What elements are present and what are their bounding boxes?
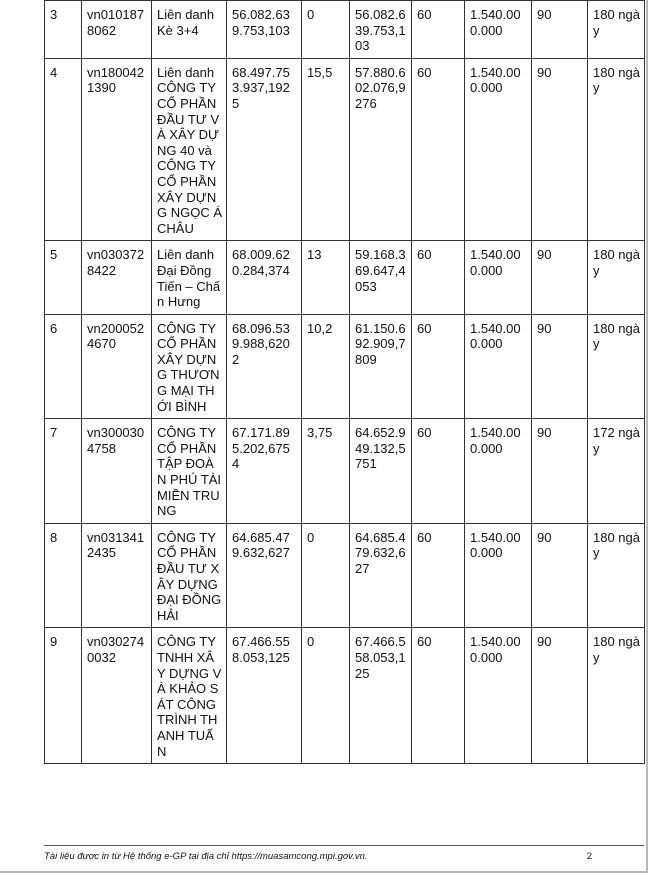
bidder-code: vn1800421390 bbox=[82, 58, 152, 241]
guarantee-amount: 1.540.000.000 bbox=[465, 58, 532, 241]
validity-days: 60 bbox=[412, 314, 465, 419]
final-price: 61.150.692.909,7809 bbox=[350, 314, 412, 419]
bid-price: 56.082.639.753,103 bbox=[227, 1, 302, 59]
guarantee-days: 90 bbox=[532, 1, 588, 59]
bidder-code: vn0101878062 bbox=[82, 1, 152, 59]
final-price: 59.168.369.647,4053 bbox=[350, 241, 412, 314]
guarantee-days: 90 bbox=[532, 314, 588, 419]
validity-days: 60 bbox=[412, 523, 465, 628]
bid-price: 64.685.479.632,627 bbox=[227, 523, 302, 628]
execution-duration: 180 ngày bbox=[588, 1, 645, 59]
execution-duration: 180 ngày bbox=[588, 241, 645, 314]
bidder-table bbox=[44, 0, 645, 764]
guarantee-days: 90 bbox=[532, 58, 588, 241]
discount-rate: 10,2 bbox=[302, 314, 350, 419]
validity-days: 60 bbox=[412, 1, 465, 59]
guarantee-amount: 1.540.000.000 bbox=[465, 523, 532, 628]
execution-duration: 180 ngày bbox=[588, 628, 645, 764]
guarantee-amount: 1.540.000.000 bbox=[465, 241, 532, 314]
bidder-name: CÔNG TY CỔ PHẦN TẬP ĐOÀN PHÚ TÀI MIỀN TRUNG bbox=[152, 419, 227, 524]
bidder-name: Liên danh Kè 3+4 bbox=[152, 1, 227, 59]
bidder-code: vn0302740032 bbox=[82, 628, 152, 764]
bid-price: 68.497.753.937,1925 bbox=[227, 58, 302, 241]
page-footer bbox=[44, 845, 644, 862]
table-row bbox=[45, 1, 645, 59]
discount-rate: 13 bbox=[302, 241, 350, 314]
final-price: 56.082.639.753,103 bbox=[350, 1, 412, 59]
table-row bbox=[45, 419, 645, 524]
page-number: 2 bbox=[586, 851, 592, 862]
bid-price: 67.171.895.202,6754 bbox=[227, 419, 302, 524]
discount-rate: 0 bbox=[302, 628, 350, 764]
execution-duration: 180 ngày bbox=[588, 523, 645, 628]
final-price: 67.466.558.053,125 bbox=[350, 628, 412, 764]
bidder-name: Liên danh CÔNG TY CỔ PHẦN ĐẦU TƯ VÀ XÂY DỰNG 40 và CÔNG TY CỔ PHẦN XÂY DỰNG NGỌC Á CHÂU bbox=[152, 58, 227, 241]
bidder-code: vn2000524670 bbox=[82, 314, 152, 419]
row-number: 5 bbox=[45, 241, 82, 314]
table-row bbox=[45, 58, 645, 241]
discount-rate: 3,75 bbox=[302, 419, 350, 524]
bidder-code: vn3000304758 bbox=[82, 419, 152, 524]
bid-price: 68.096.539.988,6202 bbox=[227, 314, 302, 419]
footer-text: Tài liệu được in từ Hệ thống e-GP tại địa chỉ https://muasamcong.mpi.gov.vn. bbox=[44, 851, 368, 862]
final-price: 64.652.949.132,5751 bbox=[350, 419, 412, 524]
guarantee-amount: 1.540.000.000 bbox=[465, 628, 532, 764]
bidder-name: CÔNG TY CỔ PHẦN ĐẦU TƯ XÂY DỰNG ĐẠI ĐỒNG HẢI bbox=[152, 523, 227, 628]
table-row bbox=[45, 314, 645, 419]
execution-duration: 180 ngày bbox=[588, 58, 645, 241]
guarantee-amount: 1.540.000.000 bbox=[465, 419, 532, 524]
table-row bbox=[45, 628, 645, 764]
guarantee-days: 90 bbox=[532, 628, 588, 764]
bid-price: 67.466.558.053,125 bbox=[227, 628, 302, 764]
validity-days: 60 bbox=[412, 241, 465, 314]
discount-rate: 0 bbox=[302, 1, 350, 59]
bid-price: 68.009.620.284,374 bbox=[227, 241, 302, 314]
validity-days: 60 bbox=[412, 419, 465, 524]
validity-days: 60 bbox=[412, 58, 465, 241]
row-number: 6 bbox=[45, 314, 82, 419]
discount-rate: 15,5 bbox=[302, 58, 350, 241]
execution-duration: 172 ngày bbox=[588, 419, 645, 524]
guarantee-days: 90 bbox=[532, 523, 588, 628]
bidder-code: vn0303728422 bbox=[82, 241, 152, 314]
row-number: 8 bbox=[45, 523, 82, 628]
row-number: 3 bbox=[45, 1, 82, 59]
bidder-name: Liên danh Đại Đồng Tiến – Chấn Hưng bbox=[152, 241, 227, 314]
guarantee-days: 90 bbox=[532, 419, 588, 524]
execution-duration: 180 ngày bbox=[588, 314, 645, 419]
row-number: 4 bbox=[45, 58, 82, 241]
guarantee-amount: 1.540.000.000 bbox=[465, 314, 532, 419]
table-row bbox=[45, 241, 645, 314]
guarantee-amount: 1.540.000.000 bbox=[465, 1, 532, 59]
bidder-name: CÔNG TY CỔ PHẦN XÂY DỰNG THƯƠNG MẠI THỚI BÌNH bbox=[152, 314, 227, 419]
bidder-name: CÔNG TY TNHH XÂY DỰNG VÀ KHẢO SÁT CÔNG TRÌNH THANH TUẤN bbox=[152, 628, 227, 764]
guarantee-days: 90 bbox=[532, 241, 588, 314]
row-number: 9 bbox=[45, 628, 82, 764]
row-number: 7 bbox=[45, 419, 82, 524]
bidder-code: vn0313412435 bbox=[82, 523, 152, 628]
final-price: 57.880.602.076,9276 bbox=[350, 58, 412, 241]
final-price: 64.685.479.632,627 bbox=[350, 523, 412, 628]
discount-rate: 0 bbox=[302, 523, 350, 628]
table-row bbox=[45, 523, 645, 628]
validity-days: 60 bbox=[412, 628, 465, 764]
